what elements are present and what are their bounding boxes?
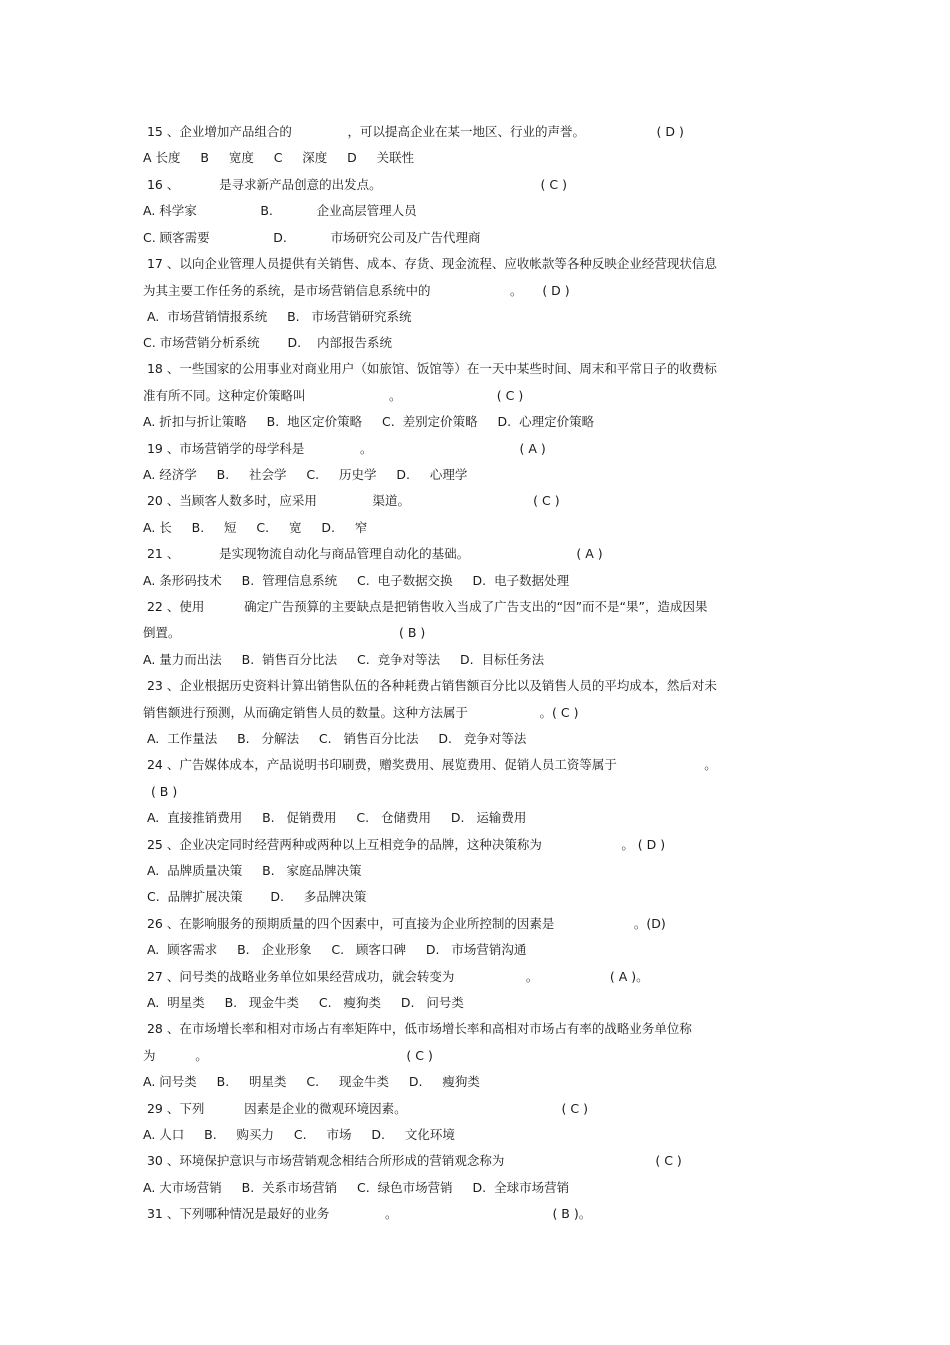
question-18-line-2: 准有所不同。这种定价策略叫 。 ( C ) (143, 388, 524, 403)
options-25-line-1: A. 品牌质量决策 B. 家庭品牌决策 (143, 863, 362, 878)
question-31: 31 、下列哪种情况是最好的业务 。 ( B )。 (143, 1206, 592, 1221)
question-22-line-1: 22 、使用 确定广告预算的主要缺点是把销售收入当成了广告支出的“因”而不是“果”，造成因果 (143, 599, 708, 614)
question-16: 16 、 是寻求新产品创意的出发点。 ( C ) (143, 177, 567, 192)
question-25: 25 、企业决定同时经营两种或两种以上互相竞争的品牌，这种决策称为 。 ( D ) (143, 837, 666, 852)
options-27: A. 明星类 B. 现金牛类 C. 瘦狗类 D. 问号类 (143, 995, 464, 1010)
question-27: 27 、问号类的战略业务单位如果经营成功，就会转变为 。 ( A )。 (143, 969, 649, 984)
options-26: A. 顾客需求 B. 企业形象 C. 顾客口碑 D. 市场营销沟通 (143, 942, 527, 957)
question-18-line-1: 18 、一些国家的公用事业对商业用户（如旅馆、饭馆等）在一天中某些时间、周末和平常日子的收费标 (143, 361, 717, 376)
options-21: A. 条形码技术 B. 管理信息系统 C. 电子数据交换 D. 电子数据处理 (143, 573, 570, 588)
options-30: A. 大市场营销 B. 关系市场营销 C. 绿色市场营销 D. 全球市场营销 (143, 1180, 570, 1195)
options-24: A. 直接推销费用 B. 促销费用 C. 仓储费用 D. 运输费用 (143, 810, 527, 825)
options-28: A. 问号类 B. 明星类 C. 现金牛类 D. 瘦狗类 (143, 1074, 480, 1089)
options-16-line-2: C. 顾客需要 D. 市场研究公司及广告代理商 (143, 230, 481, 245)
question-23-line-1: 23 、企业根据历史资料计算出销售队伍的各种耗费占销售额百分比以及销售人员的平均成本，然后对未 (143, 678, 717, 693)
options-23: A. 工作量法 B. 分解法 C. 销售百分比法 D. 竞争对等法 (143, 731, 527, 746)
options-20: A. 长 B. 短 C. 宽 D. 窄 (143, 520, 368, 535)
question-24-line-2: ( B ) (143, 784, 178, 799)
options-17-line-1: A. 市场营销情报系统 B. 市场营销研究系统 (143, 309, 412, 324)
question-26: 26 、在影响服务的预期质量的四个因素中，可直接为企业所控制的因素是 。(D) (143, 916, 666, 931)
options-29: A. 人口 B. 购买力 C. 市场 D. 文化环境 (143, 1127, 455, 1142)
question-20: 20 、当顾客人数多时，应采用 渠道。 ( C ) (143, 493, 560, 508)
options-17-line-2: C. 市场营销分析系统 D. 内部报告系统 (143, 335, 392, 350)
options-25-line-2: C. 品牌扩展决策 D. 多品牌决策 (143, 889, 367, 904)
question-28-line-2: 为 。 ( C ) (143, 1048, 433, 1063)
question-15: 15 、企业增加产品组合的 ，可以提高企业在某一地区、行业的声誉。 ( D ) (143, 124, 684, 139)
question-29: 29 、下列 因素是企业的微观环境因素。 ( C ) (143, 1101, 588, 1116)
question-17-line-2: 为其主要工作任务的系统，是市场营销信息系统中的 。 ( D ) (143, 283, 570, 298)
options-22: A. 量力而出法 B. 销售百分比法 C. 竞争对等法 D. 目标任务法 (143, 652, 545, 667)
options-18: A. 折扣与折让策略 B. 地区定价策略 C. 差别定价策略 D. 心理定价策略 (143, 414, 595, 429)
question-17-line-1: 17 、以向企业管理人员提供有关销售、成本、存货、现金流程、应收帐款等各种反映企业经营现状信息 (143, 256, 717, 271)
options-19: A. 经济学 B. 社会学 C. 历史学 D. 心理学 (143, 467, 468, 482)
options-15: A 长度 B 宽度 C 深度 D 关联性 (143, 150, 415, 165)
question-24-line-1: 24 、广告媒体成本，产品说明书印刷费，赠奖费用、展览费用、促销人员工资等属于 。 (143, 757, 717, 772)
question-30: 30 、环境保护意识与市场营销观念相结合所形成的营销观念称为 ( C ) (143, 1153, 682, 1168)
question-23-line-2: 销售额进行预测，从而确定销售人员的数量。这种方法属于 。( C ) (143, 705, 579, 720)
question-21: 21 、 是实现物流自动化与商品管理自动化的基础。 ( A ) (143, 546, 603, 561)
options-16-line-1: A. 科学家 B. 企业高层管理人员 (143, 203, 417, 218)
question-22-line-2: 倒置。 ( B ) (143, 625, 426, 640)
question-19: 19 、市场营销学的母学科是 。 ( A ) (143, 441, 546, 456)
question-28-line-1: 28 、在市场增长率和相对市场占有率矩阵中，低市场增长率和高相对市场占有率的战略业务单位称 (143, 1021, 692, 1036)
